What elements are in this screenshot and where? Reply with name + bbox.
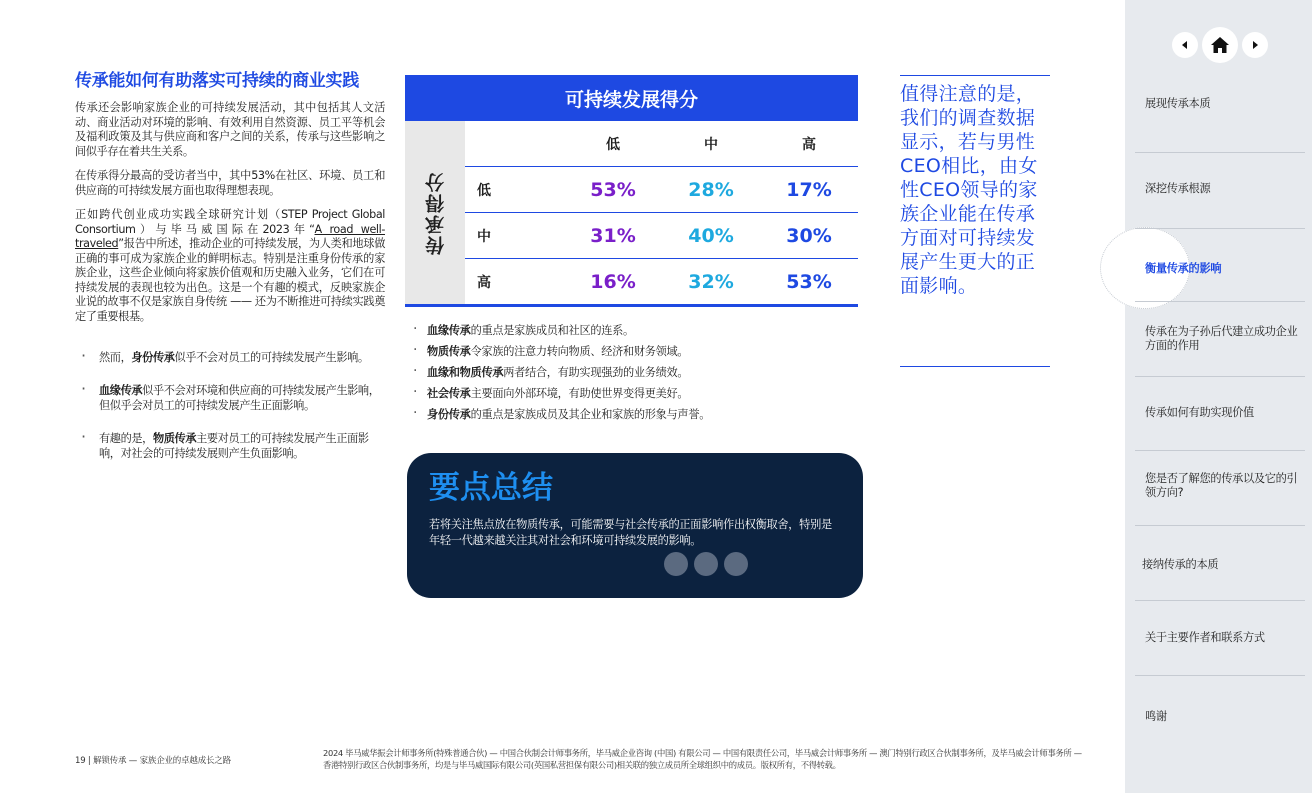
report-paragraph — [75, 208, 385, 324]
nav-item-direction[interactable]: 您是否了解您的传承以及它的引领方向? — [1145, 472, 1298, 499]
divider — [1135, 600, 1305, 601]
findings-list — [75, 350, 385, 461]
divider — [1135, 228, 1305, 229]
pull-quote-text: 值得注意的是，我们的调查数据显示，若与男性CEO相比，由女性CEO领导的家族企业能在传承方面对可持续发展产生更大的正面影响。 — [900, 83, 1038, 297]
carousel-dot[interactable] — [724, 552, 748, 576]
table-row — [465, 166, 858, 212]
pull-quote — [900, 75, 1050, 298]
divider — [1135, 525, 1305, 526]
report-link[interactable]: A road well-traveled — [75, 222, 385, 250]
section-title: 传承能如何有助落实可持续的商业实践 — [75, 71, 359, 91]
nav-item-next-generation[interactable]: 传承在为子孙后代建立成功企业方面的作用 — [1145, 325, 1298, 352]
table-cell: 31% — [590, 224, 636, 247]
left-column — [75, 70, 385, 479]
table-cell: 40% — [688, 224, 734, 247]
column-header: 高 — [802, 136, 816, 153]
home-icon — [1210, 36, 1230, 54]
table-cell: 32% — [688, 270, 734, 293]
legal-notice: 2024 毕马威华振会计师事务所(特殊普通合伙) — 中国合伙制会计师事务所，毕马威企业咨询 (中国) 有限公司 — 中国有限责任公司，毕马威会计师事务所 — 澳门特别行政区合伙制事务所，及毕马威会计师事务所 — 香港特别行政区合伙制事务所，均是与毕马威国际有限公司(英国私营担保有限公司)相关联的独立成员所全球组织中的成员。版权所有，不得转载。 — [323, 748, 1082, 770]
key-takeaway-box — [407, 453, 863, 598]
table-cell: 16% — [590, 270, 636, 293]
table-cell: 53% — [590, 178, 636, 201]
list-item: · 然而，身份传承似乎不会对员工的可持续发展产生影响。 — [75, 350, 385, 365]
nav-item-embrace[interactable]: 接纳传承的本质 — [1142, 558, 1219, 571]
table-header-row — [465, 121, 858, 166]
carousel-dot[interactable] — [694, 552, 718, 576]
home-button[interactable] — [1202, 27, 1238, 63]
nav-item-value[interactable]: 传承如何有助实现价值 — [1145, 406, 1254, 419]
forward-icon — [1250, 40, 1260, 50]
divider — [1135, 152, 1305, 153]
row-axis-label: 传承得分 — [405, 121, 465, 304]
legacy-type-legend — [413, 320, 863, 425]
nav-item-roots[interactable]: 深挖传承根源 — [1145, 182, 1211, 195]
list-item: · 血缘传承的重点是家族成员和社区的连系。 — [413, 320, 863, 341]
forward-button[interactable] — [1242, 32, 1268, 58]
report-text-after: ”报告中所述，推动企业的可持续发展，为人类和地球做正确的事可成为家族企业的鲜明标志。特别是注重身份传承的家族企业，这些企业倾向将家族价值观和历史融入业务，它们在可持续发展的表现也较为出色。这是一个有趣的模式，反映家族企业说的故事不仅是家族自身传统 —— 还为不断推进可持续实践奠定了重要根基。 — [75, 237, 385, 323]
row-label: 低 — [477, 182, 491, 199]
back-icon — [1180, 40, 1190, 50]
divider — [1135, 301, 1305, 302]
table-cell: 17% — [786, 178, 832, 201]
stat-paragraph: 在传承得分最高的受访者当中，其中53%在社区、环境、员工和供应商的可持续发展方面也取得理想表现。 — [75, 169, 385, 197]
report-text-before: 正如跨代创业成功实践全球研究计划（STEP Project Global Consortium）与毕马威国际在2023年“ — [75, 208, 385, 236]
carousel-dot[interactable] — [664, 552, 688, 576]
nav-controls — [1172, 27, 1268, 63]
summary-text: 若将关注焦点放在物质传承，可能需要与社会传承的正面影响作出权衡取舍，特别是年轻一代越来越关注其对社会和环境可持续发展的影响。 — [429, 518, 832, 547]
table-cell: 28% — [688, 178, 734, 201]
back-button[interactable] — [1172, 32, 1198, 58]
table-cell: 30% — [786, 224, 832, 247]
sustainability-score-table — [405, 75, 858, 307]
section-navigation — [1125, 0, 1312, 793]
table-cell: 53% — [786, 270, 832, 293]
divider — [900, 366, 1050, 367]
list-item: · 血缘和物质传承两者结合，有助实现强劲的业务绩效。 — [413, 362, 863, 383]
nav-item-impact[interactable]: 衡量传承的影响 — [1145, 262, 1222, 275]
nav-item-acknowledgements[interactable]: 鸣谢 — [1145, 710, 1167, 723]
nav-item-authors[interactable]: 关于主要作者和联系方式 — [1145, 631, 1265, 644]
table-title: 可持续发展得分 — [405, 75, 858, 121]
table-row — [465, 212, 858, 258]
list-item: · 血缘传承似乎不会对环境和供应商的可持续发展产生影响，但似乎会对员工的可持续发展产生正面影响。 — [75, 383, 385, 413]
nav-item-essence[interactable]: 展现传承本质 — [1145, 97, 1211, 110]
row-label: 中 — [477, 228, 491, 245]
table-row — [465, 258, 858, 304]
list-item: · 有趣的是，物质传承主要对员工的可持续发展产生正面影响，对社会的可持续发展则产生负面影响。 — [75, 431, 385, 461]
divider — [1135, 450, 1305, 451]
carousel-dots — [664, 552, 748, 576]
list-item: · 社会传承主要面向外部环境，有助使世界变得更美好。 — [413, 383, 863, 404]
column-header: 中 — [704, 136, 718, 153]
list-item: · 物质传承令家族的注意力转向物质、经济和财务领域。 — [413, 341, 863, 362]
divider — [1135, 376, 1305, 377]
divider — [1135, 675, 1305, 676]
summary-title: 要点总结 — [429, 470, 553, 506]
intro-paragraph: 传承还会影响家族企业的可持续发展活动，其中包括其人文活动、商业活动对环境的影响、有效利用自然资源、员工平等机会及福利政策及其与供应商和客户之间的关系，传承与这些影响之间似乎存在着共生关系。 — [75, 101, 385, 158]
page-footer-title: 19 | 解锁传承 — 家族企业的卓越成长之路 — [75, 756, 231, 766]
column-header: 低 — [606, 136, 620, 153]
list-item: · 身份传承的重点是家族成员及其企业和家族的形象与声誉。 — [413, 404, 863, 425]
row-label: 高 — [477, 274, 491, 291]
